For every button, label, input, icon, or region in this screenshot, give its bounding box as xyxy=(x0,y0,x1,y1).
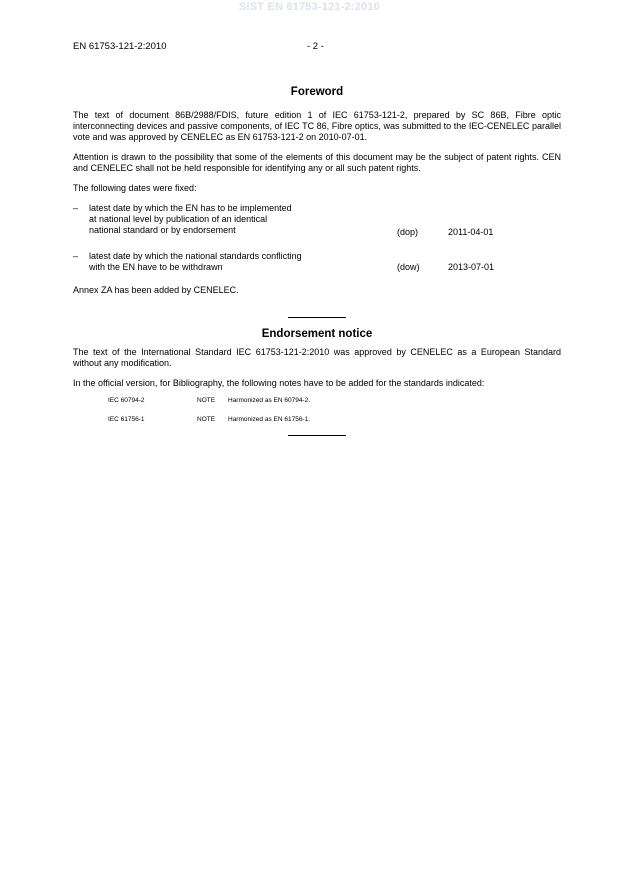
watermark: SIST EN 61753-121-2:2010 xyxy=(238,1,381,13)
note-text: Harmonized as EN 61756-1. xyxy=(228,416,311,423)
endorsement-heading: Endorsement notice xyxy=(261,328,373,340)
foreword-paragraph-3: The following dates were fixed: xyxy=(73,183,197,193)
endorsement-paragraph-1: The text of the International Standard IEC 61753-121-2:2010 was approved by CENELEC as a European Standard without any modification. xyxy=(73,347,561,368)
header-doc-id: EN 61753-121-2:2010 xyxy=(73,41,167,52)
annex-note: Annex ZA has been added by CENELEC. xyxy=(73,285,239,295)
page-content xyxy=(73,85,561,436)
date-item-dow xyxy=(73,251,561,279)
date-item-text xyxy=(89,203,389,236)
foreword-paragraph-2: Attention is drawn to the possibility that some of the elements of this document may be the subject of patent rights. CEN and CENELEC shall not be held responsible for identifying any or all such patent rights. xyxy=(73,152,561,173)
note-standard: IEC 61756-1 xyxy=(108,416,145,423)
date-item-line: latest date by which the national standards conflicting xyxy=(89,251,302,261)
note-label: NOTE xyxy=(197,416,216,423)
date-item-line: latest date by which the EN has to be implemented xyxy=(89,203,292,213)
date-item-line: with the EN have to be withdrawn xyxy=(89,262,223,272)
section-divider xyxy=(288,317,346,318)
list-dash: – xyxy=(73,203,79,213)
section-divider xyxy=(288,435,346,436)
note-text: Harmonized as EN 60794-2. xyxy=(228,397,311,404)
note-standard: IEC 60794-2 xyxy=(108,397,145,404)
note-label: NOTE xyxy=(197,397,216,404)
date-abbr: (dow) xyxy=(397,262,420,272)
date-item-line: at national level by publication of an identical xyxy=(89,214,268,224)
foreword-paragraph-1: The text of document 86B/2988/FDIS, future edition 1 of IEC 61753-121-2, prepared by SC 86B, Fibre optic interconnecting devices and passive components, of IEC TC 86, Fibre optics, was submitted to the IEC-CENELEC parallel vote and was approved by CENELEC as EN 61753-121-2 on 2010-07-01. xyxy=(73,110,561,142)
list-dash: – xyxy=(73,251,79,261)
foreword-heading: Foreword xyxy=(290,86,344,98)
note-row xyxy=(73,416,561,424)
date-item-dop xyxy=(73,203,561,243)
date-value: 2013-07-01 xyxy=(448,262,495,272)
date-abbr: (dop) xyxy=(397,227,419,237)
note-row xyxy=(73,397,561,405)
header-page-number: - 2 - xyxy=(307,41,324,52)
date-item-line: national standard or by endorsement xyxy=(89,225,236,235)
date-value: 2011-04-01 xyxy=(448,227,494,237)
date-item-text xyxy=(89,251,389,273)
bibliography-notes xyxy=(73,397,561,424)
endorsement-paragraph-2: In the official version, for Bibliography, the following notes have to be added for the standards indicated: xyxy=(73,378,485,388)
dates-list xyxy=(73,203,561,279)
